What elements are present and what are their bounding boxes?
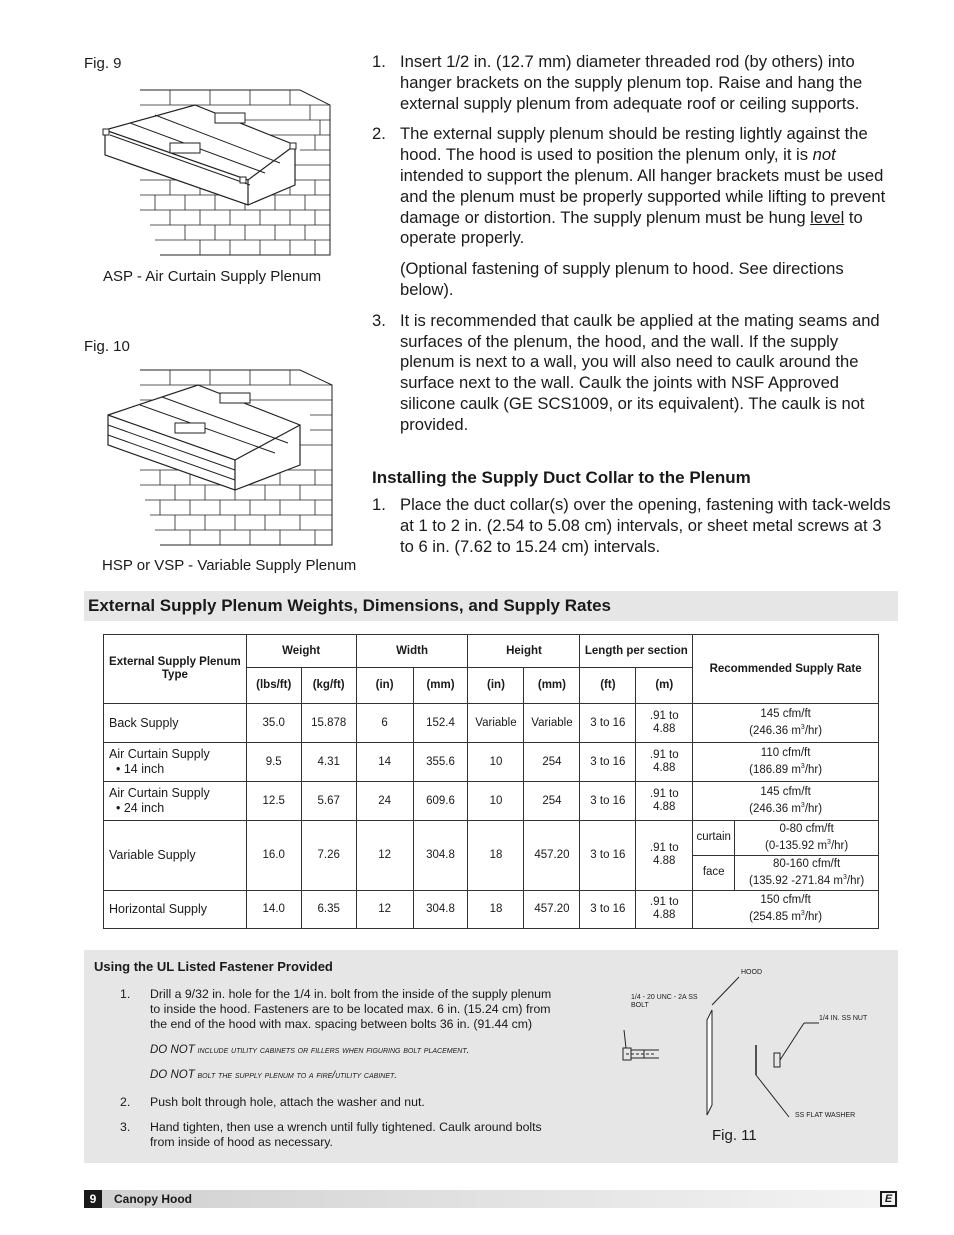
weight-lbs: 9.5 <box>246 743 301 782</box>
height-mm: 254 <box>524 782 580 821</box>
height-in: 18 <box>468 821 524 891</box>
weight-kg: 4.31 <box>301 743 356 782</box>
height-mm: 457.20 <box>524 890 580 928</box>
header-supply-rate: Recommended Supply Rate <box>693 635 879 704</box>
supply-rate <box>693 704 879 743</box>
fig9-plenum-illustration <box>100 85 340 260</box>
fastener-step-2 <box>120 1095 560 1110</box>
rate-metric-end: /hr) <box>804 724 823 737</box>
install-step-1 <box>372 52 892 114</box>
unit-kg: (kg/ft) <box>301 668 356 704</box>
superscript: 3 <box>843 873 847 881</box>
table-section-header <box>84 591 898 621</box>
length-m: .91 to 4.88 <box>636 743 693 782</box>
step-number: 2. <box>120 1095 131 1109</box>
callout-bolt: 1/4 - 20 UNC - 2A SS BOLT <box>631 994 698 1009</box>
unit-in: (in) <box>468 668 524 704</box>
unit-m: (m) <box>636 668 693 704</box>
rate-metric-end: /hr) <box>804 911 823 924</box>
fastener-warning-2 <box>150 1069 397 1081</box>
supply-rate-curtain <box>735 821 879 856</box>
table-section-title: External Supply Plenum Weights, Dimensions, and Supply Rates <box>88 596 612 615</box>
optional-fastening-note: (Optional fastening of supply plenum to hood. See directions below). <box>400 259 844 299</box>
supply-rate <box>693 782 879 821</box>
plenum-type <box>104 743 247 782</box>
callout-hood: HOOD <box>741 969 762 976</box>
fig10-caption: HSP or VSP - Variable Supply Plenum <box>102 557 357 574</box>
unit-lbs: (lbs/ft) <box>246 668 301 704</box>
rate-metric: (186.89 m <box>749 763 801 776</box>
length-ft: 3 to 16 <box>580 890 636 928</box>
plenum-spec-table <box>103 634 879 929</box>
length-ft: 3 to 16 <box>580 782 636 821</box>
bolt-icon <box>623 1048 659 1060</box>
step-text-part: to operate properly. <box>400 207 863 248</box>
table-row <box>104 821 879 856</box>
rate-metric: (246.36 m <box>749 802 801 815</box>
header-height: Height <box>468 635 580 668</box>
unit-ft: (ft) <box>580 668 636 704</box>
length-ft: 3 to 16 <box>580 821 636 891</box>
weight-kg: 7.26 <box>301 821 356 891</box>
width-mm: 304.8 <box>413 890 468 928</box>
plenum-type-size: • 24 inch <box>116 801 165 815</box>
height-mm: 254 <box>524 743 580 782</box>
width-mm: 609.6 <box>413 782 468 821</box>
length-ft: 3 to 16 <box>580 743 636 782</box>
plenum-type <box>104 782 247 821</box>
weight-lbs: 35.0 <box>246 704 301 743</box>
unit-in: (in) <box>356 668 413 704</box>
warning-text: bolt the supply plenum to a fire/utility cabinet. <box>194 1070 398 1081</box>
step-text: It is recommended that caulk be applied at the mating seams and surfaces of the plenum, the hood, and the wall. If the supply plenum is next to a wall, you will also need to caulk around the surface next to the wall. Caulk the joints with NSF Approved silicone caulk (GE SCS1009, or its equivalent). The caulk is not provided. <box>400 310 880 434</box>
rate-zone-label: curtain <box>693 821 735 856</box>
rate-metric-end: /hr) <box>846 874 865 887</box>
rate-metric: (135.92 -271.84 m <box>749 874 844 887</box>
fastener-title: Using the UL Listed Fastener Provided <box>94 959 333 974</box>
fastener-step-1 <box>120 987 560 1032</box>
superscript: 3 <box>827 839 831 846</box>
rate-metric-end: /hr) <box>830 839 849 852</box>
weight-lbs: 16.0 <box>246 821 301 891</box>
width-in: 12 <box>356 890 413 928</box>
weight-kg: 6.35 <box>301 890 356 928</box>
step-number: 1. <box>372 495 386 514</box>
weight-kg: 15.878 <box>301 704 356 743</box>
step-text: Place the duct collar(s) over the opening, fastening with tack-welds at 1 to 2 in. (2.54 to 5.08 cm) intervals, or sheet metal screws at 3 to 6 in. (7.62 to 15.24 cm) intervals. <box>400 495 891 556</box>
step-number: 1. <box>372 52 386 71</box>
rate-imperial: 0-80 cfm/ft <box>779 823 834 835</box>
rate-imperial: 110 cfm/ft <box>760 747 811 760</box>
fig9-label: Fig. 9 <box>84 55 122 72</box>
weight-lbs: 12.5 <box>246 782 301 821</box>
plenum-type-name: Air Curtain Supply <box>109 786 210 800</box>
step-text: Insert 1/2 in. (12.7 mm) diameter threaded rod (by others) into hanger brackets on the supply plenum top. Raise and hang the external supply plenum from adequate roof or ceiling supports. <box>400 52 863 113</box>
step-number: 3. <box>372 310 386 330</box>
height-mm: 457.20 <box>524 821 580 891</box>
plenum-type-size: • 14 inch <box>116 762 165 776</box>
install-steps <box>372 52 892 446</box>
table-header-row <box>104 635 879 668</box>
header-plenum-type: External Supply Plenum Type <box>104 635 247 704</box>
rate-metric: (0-135.92 m <box>765 839 828 852</box>
step-text: Drill a 9/32 in. hole for the 1/4 in. bolt from the inside of the supply plenum to inside the hood. Fasteners are to be located max. 6 in. (15.24 cm) from the end of the hood with max. spacing between bolts 36 in. (91.44 cm) <box>150 987 552 1031</box>
rate-zone-label: face <box>693 855 735 890</box>
weight-lbs: 14.0 <box>246 890 301 928</box>
unit-mm: (mm) <box>524 668 580 704</box>
header-width: Width <box>356 635 468 668</box>
fig11-label: Fig. 11 <box>712 1127 757 1144</box>
table-row <box>104 743 879 782</box>
superscript: 3 <box>800 802 805 810</box>
width-mm: 355.6 <box>413 743 468 782</box>
rate-imperial: 80-160 cfm/ft <box>773 857 841 870</box>
fastener-warning-1 <box>150 1044 469 1056</box>
step-text <box>400 124 892 249</box>
height-mm: Variable <box>524 704 580 743</box>
plenum-type: Back Supply <box>104 704 247 743</box>
duct-collar-steps <box>372 495 892 567</box>
unit-mm: (mm) <box>413 668 468 704</box>
install-step-2 <box>372 124 892 249</box>
weight-kg: 5.67 <box>301 782 356 821</box>
height-in: Variable <box>468 704 524 743</box>
callout-nut: 1/4 IN. SS NUT <box>819 1015 868 1022</box>
brand-logo-icon: E <box>880 1191 897 1207</box>
footer-bar <box>84 1190 898 1208</box>
step-number: 2. <box>372 124 386 144</box>
width-mm: 152.4 <box>413 704 468 743</box>
emphasis-not: not <box>812 145 836 165</box>
step-number: 3. <box>120 1120 131 1134</box>
header-length: Length per section <box>580 635 693 668</box>
width-in: 12 <box>356 821 413 891</box>
duct-collar-heading: Installing the Supply Duct Collar to the Plenum <box>372 468 751 487</box>
fig10-label: Fig. 10 <box>84 338 130 355</box>
plenum-type-name: Air Curtain Supply <box>109 747 210 761</box>
superscript: 3 <box>800 724 805 732</box>
footer-title: Canopy Hood <box>114 1192 192 1206</box>
rate-imperial: 145 cfm/ft <box>760 708 811 721</box>
header-weight: Weight <box>246 635 356 668</box>
length-m: .91 to 4.88 <box>636 782 693 821</box>
length-m: .91 to 4.88 <box>636 704 693 743</box>
plenum-type: Horizontal Supply <box>104 890 247 928</box>
step-text-part: intended to support the plenum. All hanger brackets must be used and the plenum must be properly supported while lifting to prevent damage or distortion. The supply plenum must be hung <box>400 165 886 227</box>
rate-metric: (246.36 m <box>749 724 801 737</box>
page-number: 9 <box>84 1190 102 1208</box>
fastener-step-3 <box>120 1120 560 1150</box>
fig11-fastener-diagram <box>604 965 894 1125</box>
superscript: 3 <box>800 910 805 918</box>
emphasis-level: level <box>810 207 845 227</box>
step-text-part: The external supply plenum should be resting lightly against the hood. The hood is used to position the plenum only, it is <box>400 124 868 165</box>
table-row <box>104 704 879 743</box>
warning-text: include utility cabinets or fillers when figuring bolt placement. <box>194 1045 470 1056</box>
warning-lead: DO NOT <box>150 1044 195 1056</box>
length-m: .91 to 4.88 <box>636 890 693 928</box>
rate-metric-end: /hr) <box>804 763 823 776</box>
table-row <box>104 890 879 928</box>
height-in: 10 <box>468 743 524 782</box>
table-row <box>104 782 879 821</box>
width-mm: 304.8 <box>413 821 468 891</box>
rate-metric-end: /hr) <box>804 802 823 815</box>
width-in: 14 <box>356 743 413 782</box>
height-in: 10 <box>468 782 524 821</box>
length-ft: 3 to 16 <box>580 704 636 743</box>
height-in: 18 <box>468 890 524 928</box>
width-in: 6 <box>356 704 413 743</box>
superscript: 3 <box>800 763 805 771</box>
step-number: 1. <box>120 987 131 1001</box>
supply-rate-face <box>735 855 879 890</box>
fig10-plenum-illustration <box>100 365 340 550</box>
supply-rate <box>693 743 879 782</box>
plenum-type: Variable Supply <box>104 821 247 891</box>
callout-washer: SS FLAT WASHER <box>795 1112 856 1119</box>
step-text: Hand tighten, then use a wrench until fully tightened. Caulk around bolts from inside of hood as necessary. <box>150 1120 542 1149</box>
rate-imperial: 145 cfm/ft <box>760 786 811 799</box>
supply-rate <box>693 890 879 928</box>
fastener-instructions-panel <box>84 950 898 1163</box>
step-text: Push bolt through hole, attach the washer and nut. <box>150 1095 425 1109</box>
length-m: .91 to 4.88 <box>636 821 693 891</box>
warning-lead: DO NOT <box>150 1069 195 1081</box>
install-step-3 <box>372 311 892 436</box>
rate-imperial: 150 cfm/ft <box>760 894 811 907</box>
fig9-caption: ASP - Air Curtain Supply Plenum <box>103 268 322 285</box>
width-in: 24 <box>356 782 413 821</box>
rate-metric: (254.85 m <box>749 911 801 924</box>
duct-collar-step-1 <box>372 495 892 557</box>
